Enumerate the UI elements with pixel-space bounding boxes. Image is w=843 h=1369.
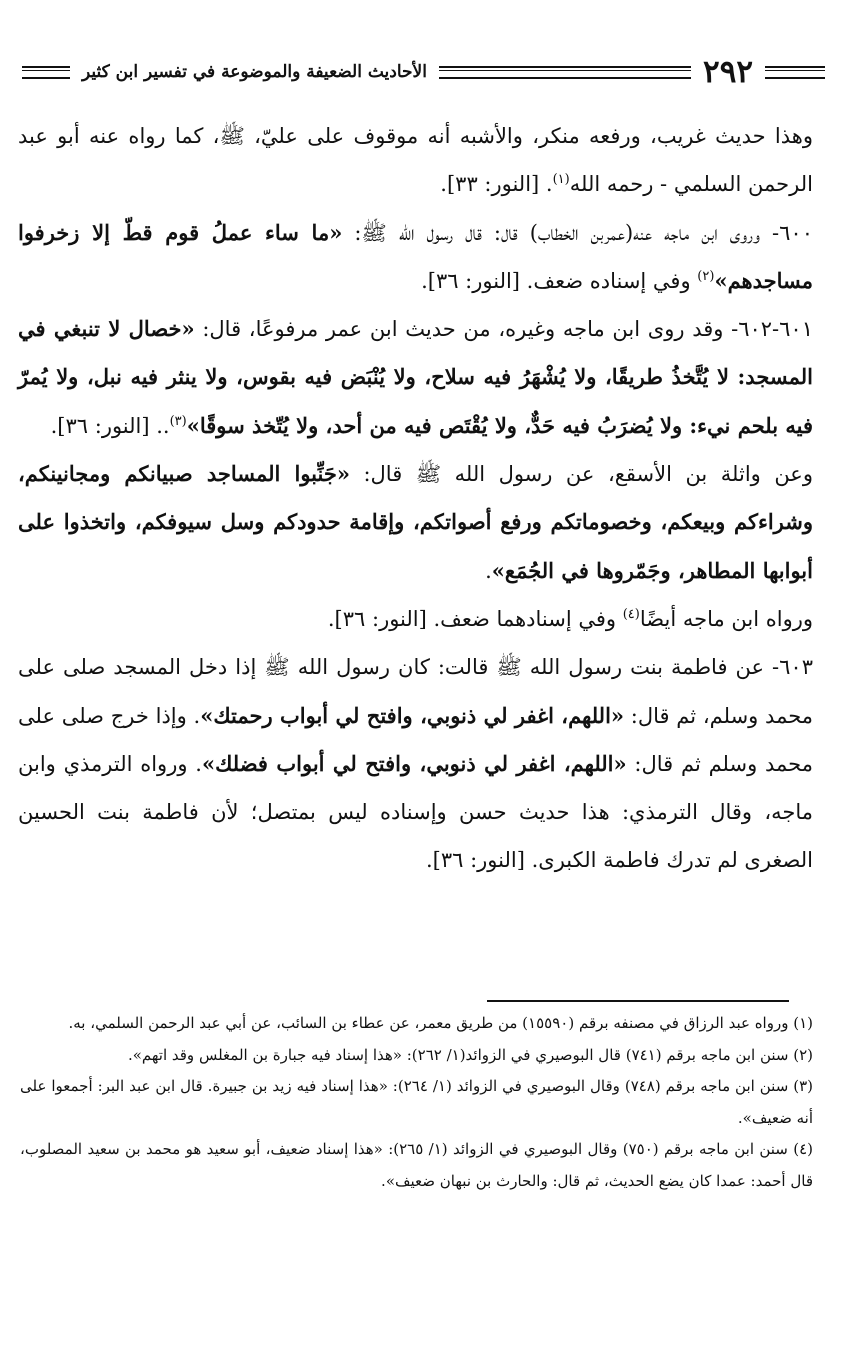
paragraph-wathila: وعن واثلة بن الأسقع، عن رسول الله ﷺ قال: «جَنِّبوا المساجد صبيانكم ومجانينكم، وشراءكم وبيعكم، وخصوماتكم ورفع أصواتكم، وإقامة حدودكم وسل سيوفكم، واتخذوا على أبوابها المطاهر، وجَمّروها في الجُمَع». [18,461,813,583]
paragraph-601-602: ٦٠١-٦٠٢- وقد روى ابن ماجه وغيره، من حديث ابن عمر مرفوعًا، قال: «خصال لا تنبغي في المسجد: لا يُتَّخذُ طريقًا، ولا يُشْهَرُ فيه سلاح، ولا يُنْبَض فيه بقوس، ولا ينثر فيه نبل، ولا يُمرّ فيه بلحم نيء: ولا يُضرَبُ فيه حَدٌّ، ولا يُقْتَص فيه من أحد، ولا يُتّخذ سوقًا»$^{(٣)}$.. [النور: ٣٦]. [18,316,813,438]
paragraph-603: ٦٠٣- عن فاطمة بنت رسول الله ﷺ قالت: كان رسول الله ﷺ إذا دخل المسجد صلى على محمد وسلم، ثم قال: «اللهم، اغفر لي ذنوبي، وافتح لي أبواب رحمتك». وإذا خرج صلى على محمد وسلم ثم قال: «اللهم، اغفر لي ذنوبي، وافتح لي أبواب فضلك». ورواه الترمذي وابن ماجه، وقال الترمذي: هذا حديث حسن وإسناده ليس بمتصل؛ لأن فاطمة بنت الحسين الصغرى لم تدرك فاطمة الكبرى. [النور: ٣٦]. [18,655,814,873]
page-number: ٢٩٢ [703,53,753,90]
paragraph-600: ٦٠٠- وروى ابن ماجه عنه(عمربن الخطاب) قال: قال رسول الله ﷺ: «ما ساء عملُ قوم قطّ إلا زخرفوا مساجدهم»$^{(٢)}$ وفي إسناده ضعف. [النور: ٣٦]. [18,219,813,293]
footnote-ref-2: (٢) [697,268,715,284]
hadith-text: «خصال لا تنبغي في المسجد: لا يُتَّخذُ طريقًا، ولا يُشْهَرُ فيه سلاح، ولا يُنْبَض فيه بقوس، ولا ينثر فيه نبل، ولا يُمرّ فيه بلحم نيء: ولا يُضرَبُ فيه حَدٌّ، ولا يُقْتَص فيه من أحد، ولا يُتّخذ سوقًا» [18,316,813,438]
paragraph-ibn-majah: ورواه ابن ماجه أيضًا$^{(٤)}$ وفي إسنادهما ضعف. [النور: ٣٦]. [327,606,813,631]
main-text [18,112,813,885]
footnotes [20,1008,813,1197]
hadith-text: «اللهم، اغفر لي ذنوبي، وافتح لي أبواب فضلك» [201,750,627,776]
footnote-separator [487,1000,789,1002]
footnote-4: (٤) سنن ابن ماجه برقم (٧٥٠) وقال البوصيري في الزوائد (١/ ٢٦٥): «هذا إسناد ضعيف، أبو سعيد هو محمد بن سعيد المصلوب، قال أحمد: عمدا كان يضع الحديث، ثم قال: والحارث بن نبهان ضعيف». [20,1140,813,1190]
footnote-3: (٣) سنن ابن ماجه برقم (٧٤٨) وقال البوصيري في الزوائد (١/ ٢٦٤): «هذا إسناد فيه زيد بن جبيرة. قال ابن عبد البر: أجمعوا على أنه ضعيف». [20,1077,813,1127]
hadith-text: «جَنِّبوا المساجد صبيانكم ومجانينكم، وشراءكم وبيعكم، وخصوماتكم ورفع أصواتكم، وإقامة حدودكم وسل سيوفكم، واتخذوا على أبوابها المطاهر، وجَمّروها في الجُمَع» [18,461,813,583]
footnote-1: (١) ورواه عبد الرزاق في مصنفه برقم (١٥٥٩٠) من طريق معمر، عن عطاء بن السائب، عن أبي عبد الرحمن السلمي، به. [68,1014,813,1032]
footnote-ref-4: (٤) [622,606,640,622]
footnote-2: (٢) سنن ابن ماجه برقم (٧٤١) قال البوصيري في الزوائد(١/ ٢٦٢): «هذا إسناد فيه جبارة بن المغلس وقد اتهم». [127,1045,813,1064]
footnote-ref-3: (٣) [169,413,187,429]
header-rule-middle [439,66,691,79]
header-rule-left [22,66,70,79]
header-rule-right [765,66,825,79]
hadith-text: «اللهم، اغفر لي ذنوبي، وافتح لي أبواب رحمتك» [200,702,625,728]
hadith-text: «ما ساء عملُ قوم قطّ إلا زخرفوا مساجدهم» [18,219,813,293]
running-header [22,52,825,92]
paragraph-1: وهذا حديث غريب، ورفعه منكر، والأشبه أنه موقوف على عليّ، ﷺ، كما رواه عنه أبو عبد الرحمن السلمي - رحمه الله$^{(١)}$. [النور: ٣٣]. [18,124,814,197]
footnote-ref-1: (١) [552,172,570,188]
book-title: الأحاديث الضعيفة والموضوعة في تفسير ابن كثير [82,62,427,82]
